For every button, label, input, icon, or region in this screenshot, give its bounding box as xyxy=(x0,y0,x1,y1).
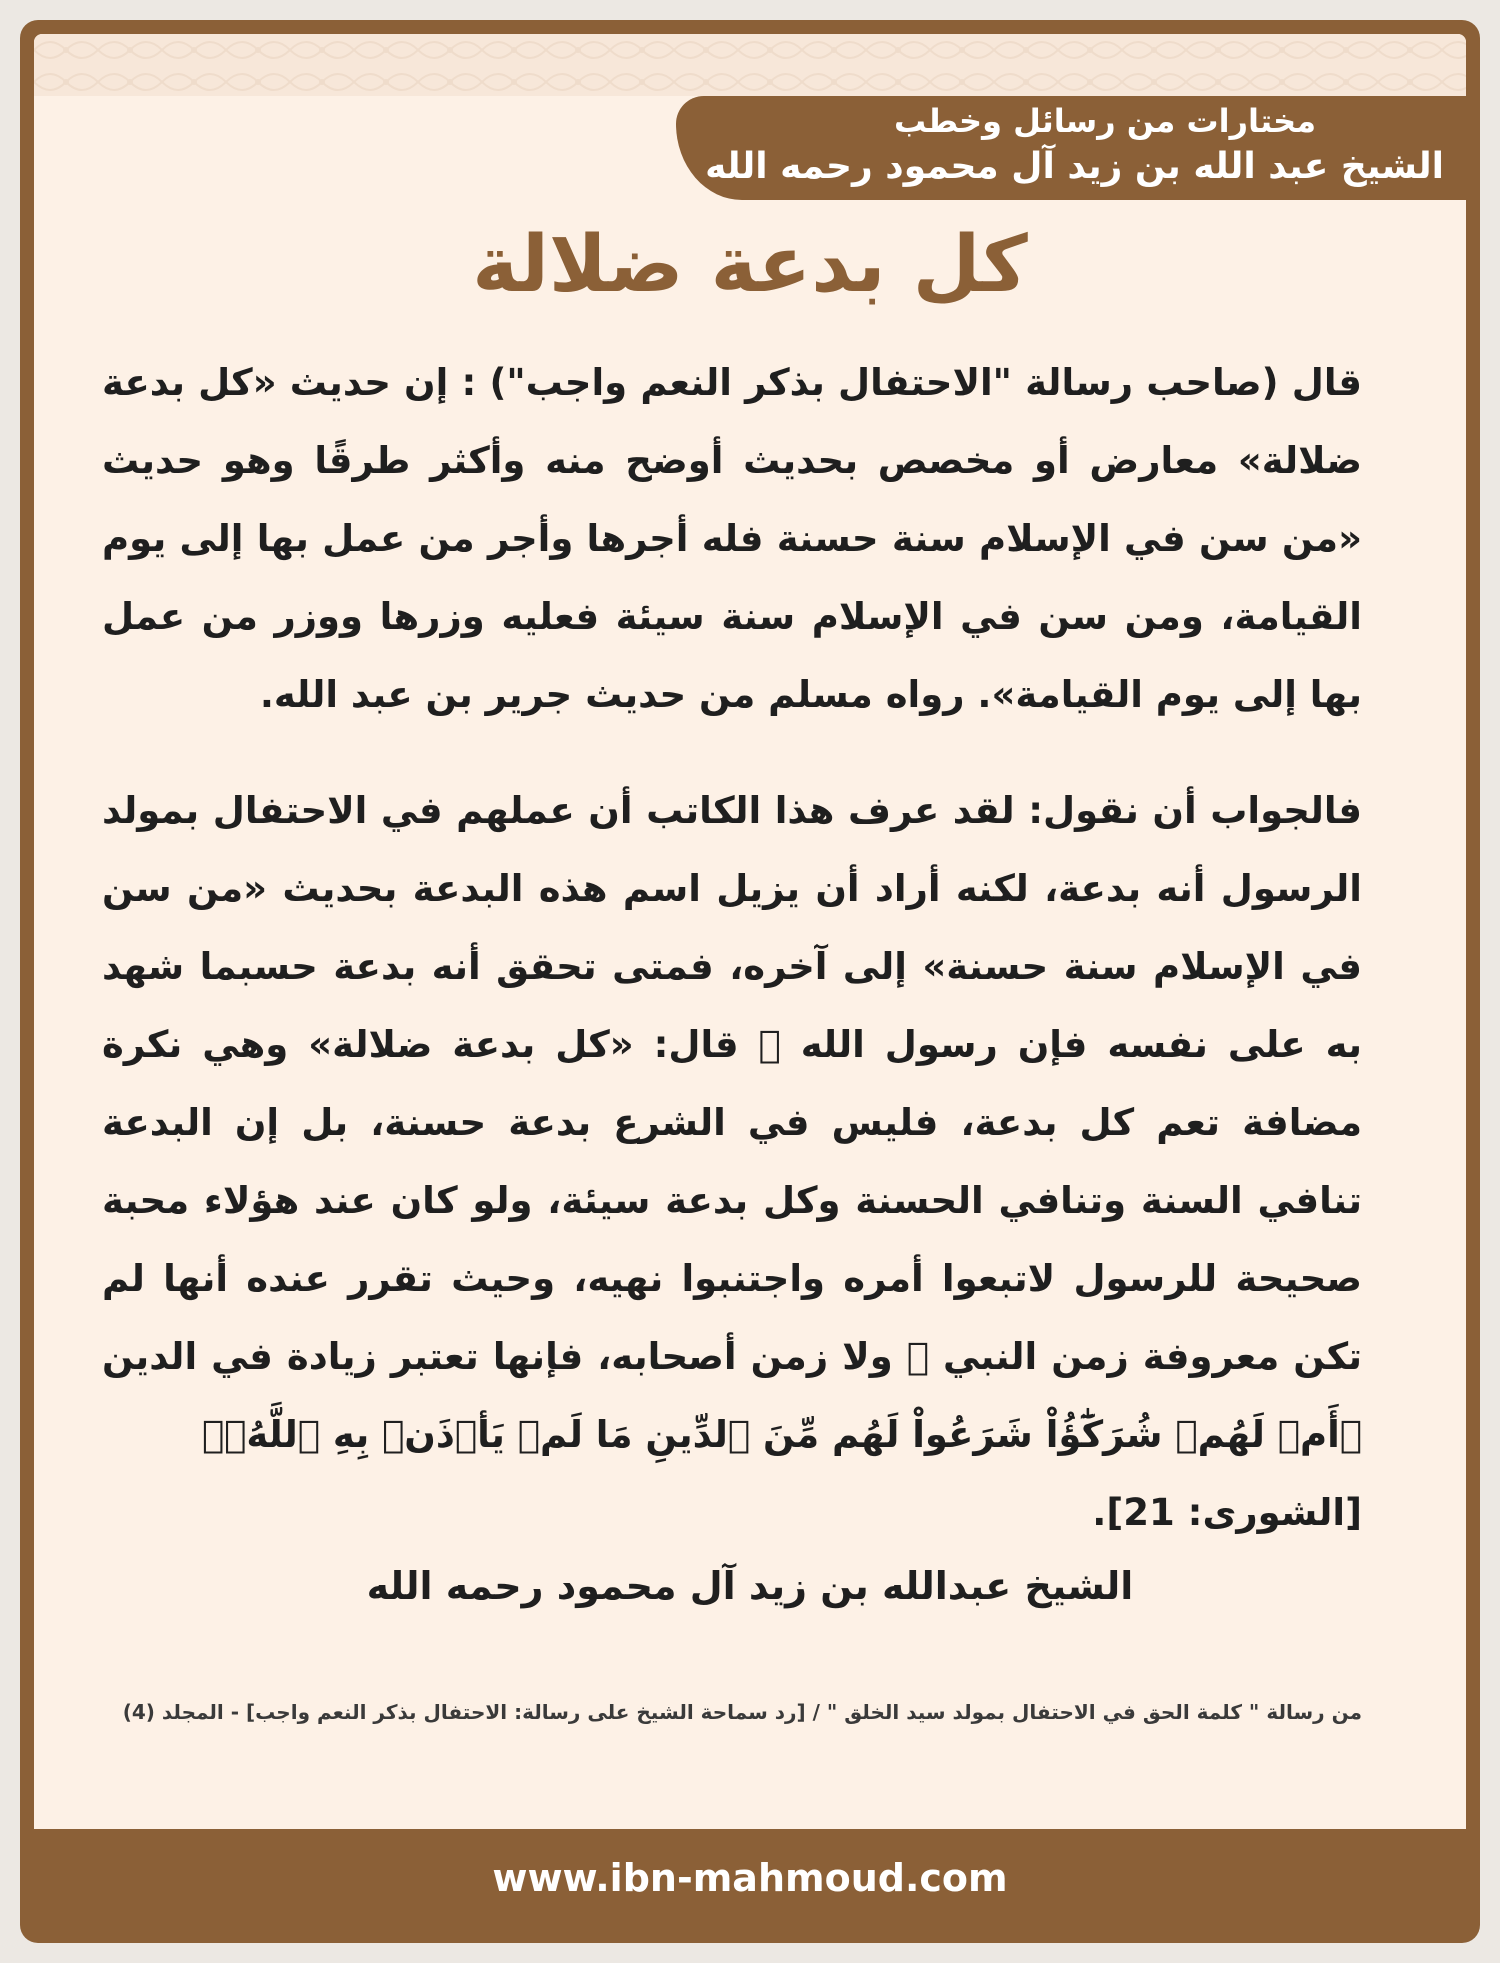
series-header xyxy=(676,96,1466,200)
quran-citation: [الشورى: 21]. xyxy=(1092,1491,1362,1534)
source-reference: من رسالة " كلمة الحق في الاحتفال بمولد سيد الخلق " / [رد سماحة الشيخ على رسالة: الاحتفال بذكر النعم واجب] - المجلد (4) xyxy=(122,1700,1362,1724)
ornament-pattern xyxy=(34,34,1466,96)
paragraph-answer xyxy=(102,772,1362,1552)
paragraph-question: قال (صاحب رسالة "الاحتفال بذكر النعم واجب") : إن حديث «كل بدعة ضلالة» معارض أو مخصص بحديث أوضح منه وأكثر طرقًا وهو حديث «من سن في الإسلام سنة حسنة فله أجرها وأجر من عمل بها إلى يوم القيامة، ومن سن في الإسلام سنة سيئة فعليه وزرها ووزر من عمل بها إلى يوم القيامة». رواه مسلم من حديث جرير بن عبد الله. xyxy=(102,361,1362,716)
series-title: مختارات من رسائل وخطب xyxy=(893,102,1316,140)
page-title: كل بدعة ضلالة xyxy=(472,220,1028,310)
series-author: الشيخ عبد الله بن زيد آل محمود رحمه الله xyxy=(705,146,1444,187)
website-link[interactable]: www.ibn-mahmoud.com xyxy=(492,1856,1008,1900)
document-paper xyxy=(34,34,1466,1829)
paragraph-answer-text: فالجواب أن نقول: لقد عرف هذا الكاتب أن عملهم في الاحتفال بمولد الرسول أنه بدعة، لكنه أراد أن يزيل اسم هذه البدعة بحديث «من سن في الإسلام سنة حسنة» إلى آخره، فمتى تحقق أنه بدعة حسبما شهد به على نفسه فإن رسول الله ﷺ قال: «كل بدعة ضلالة» وهي نكرة مضافة تعم كل بدعة، فليس في الشرع بدعة حسنة، بل إن البدعة تنافي السنة وتنافي الحسنة وكل بدعة سيئة، ولو كان عند هؤلاء محبة صحيحة للرسول لاتبعوا أمره واجتنبوا نهيه، وحيث تقرر عنده أنها لم تكن معروفة زمن النبي ﷺ ولا زمن أصحابه، فإنها تعتبر زيادة في الدين ﴿أَمۡ لَهُمۡ شُرَكَٰٓؤُاْ شَرَعُواْ لَهُم مِّنَ ٱلدِّينِ مَا لَمۡ يَأۡذَنۢ بِهِ ٱللَّهُۚ﴾ xyxy=(102,789,1362,1456)
decorative-pattern-band xyxy=(34,34,1466,96)
author-signature: الشيخ عبدالله بن زيد آل محمود رحمه الله xyxy=(366,1564,1134,1608)
page-frame xyxy=(20,20,1480,1943)
